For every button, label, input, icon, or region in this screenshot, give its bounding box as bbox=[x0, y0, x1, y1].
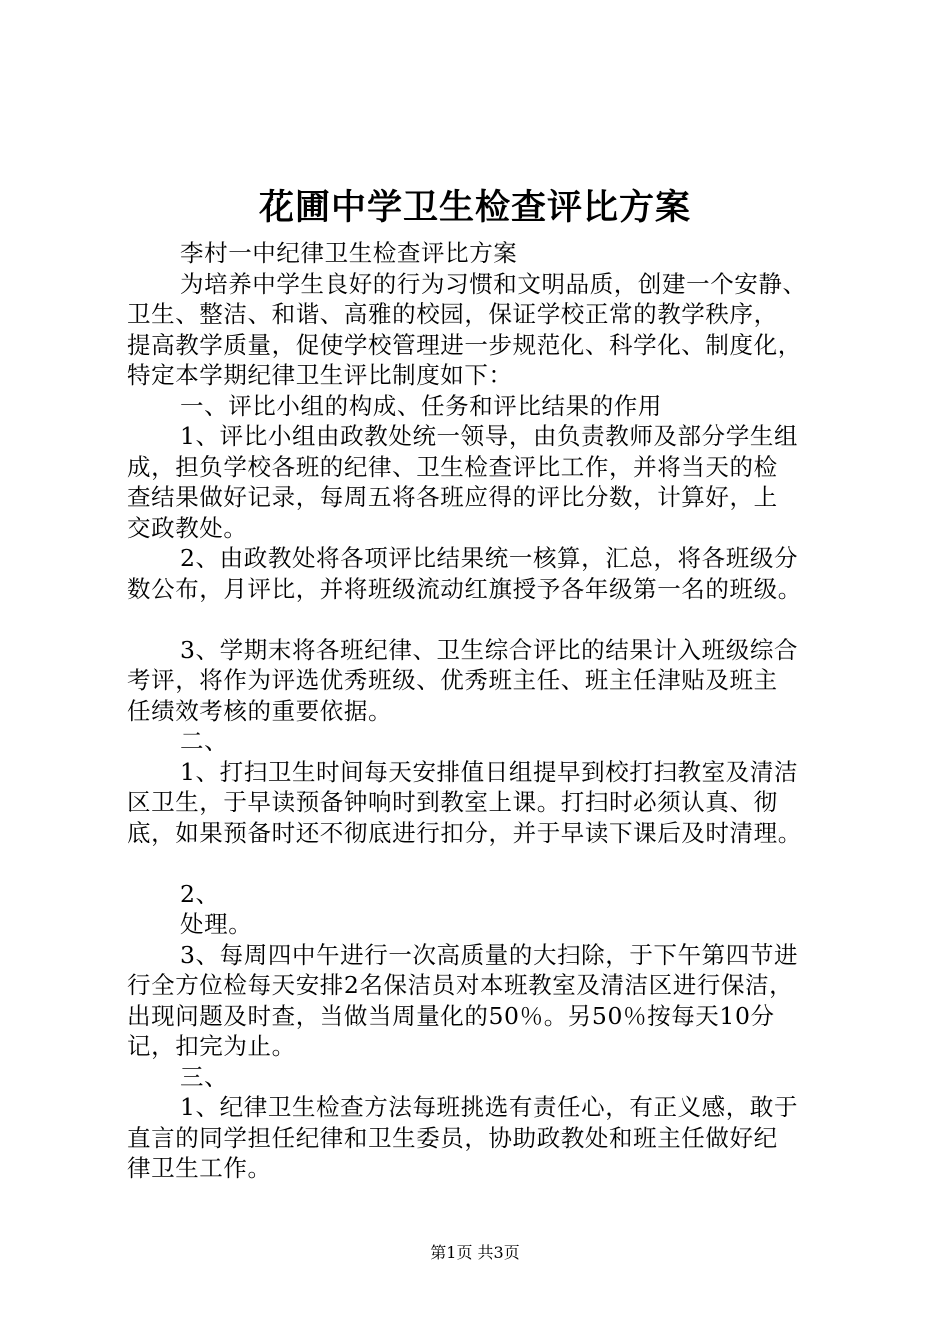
paragraph-line: 处理。 bbox=[180, 910, 253, 938]
paragraph-line: 交政教处。 bbox=[127, 513, 248, 542]
paragraph-line: 直言的同学担任纪律和卫生委员，协助政教处和班主任做好纪 bbox=[127, 1123, 778, 1152]
paragraph-line: 记，扣完为止。 bbox=[127, 1032, 296, 1060]
paragraph-line: 行全方位检每天安排2名保洁员对本班教室及清洁区进行保洁， bbox=[127, 971, 794, 999]
blank-line bbox=[127, 848, 847, 879]
section-heading: 三、 bbox=[180, 1062, 229, 1091]
subtitle-line: 李村一中纪律卫生检查评比方案 bbox=[180, 239, 518, 267]
paragraph-line: 提高教学质量，促使学校管理进一步规范化、科学化、制度化， bbox=[127, 330, 802, 359]
blank-line bbox=[127, 604, 847, 635]
page-footer: 第1页 共3页 bbox=[430, 1243, 520, 1262]
paragraph-line: 区卫生，于早读预备钟响时到教室上课。打扫时必须认真、彻 bbox=[127, 788, 778, 816]
paragraph-line: 数公布，月评比，并将班级流动红旗授予各年级第一名的班级。 bbox=[127, 574, 802, 603]
paragraph-line: 特定本学期纪律卫生评比制度如下： bbox=[127, 361, 513, 389]
paragraph-line: 查结果做好记录，每周五将各班应得的评比分数，计算好，上 bbox=[127, 483, 778, 511]
document-body bbox=[127, 238, 847, 1184]
paragraph-line: 成，担负学校各班的纪律、卫生检查评比工作，并将当天的检 bbox=[127, 452, 778, 481]
paragraph-line: 底，如果预备时还不彻底进行扣分，并于早读下课后及时清理。 bbox=[127, 818, 802, 847]
paragraph-line: 卫生、整洁、和谐、高雅的校园，保证学校正常的教学秩序， bbox=[127, 300, 778, 328]
paragraph-line: 3、学期末将各班纪律、卫生综合评比的结果计入班级综合 bbox=[180, 635, 799, 664]
paragraph-line: 任绩效考核的重要依据。 bbox=[127, 696, 393, 725]
paragraph-line: 1、纪律卫生检查方法每班挑选有责任心，有正义感，敢于 bbox=[180, 1093, 799, 1121]
paragraph-line: 考评，将作为评选优秀班级、优秀班主任、班主任津贴及班主 bbox=[127, 666, 778, 694]
paragraph-line: 2、 bbox=[180, 879, 220, 908]
paragraph-line: 3、每周四中午进行一次高质量的大扫除，于下午第四节进 bbox=[180, 940, 799, 969]
paragraph-line: 为培养中学生良好的行为习惯和文明品质，创建一个安静、 bbox=[180, 269, 807, 298]
paragraph-line: 1、评比小组由政教处统一领导，由负责教师及部分学生组 bbox=[180, 422, 799, 450]
paragraph-line: 律卫生工作。 bbox=[127, 1154, 272, 1182]
paragraph-line: 2、由政教处将各项评比结果统一核算，汇总，将各班级分 bbox=[180, 544, 799, 572]
section-heading: 一、评比小组的构成、任务和评比结果的作用 bbox=[180, 391, 662, 420]
paragraph-line: 出现问题及时查，当做当周量化的50％。另50％按每天10分 bbox=[127, 1001, 775, 1030]
section-heading: 二、 bbox=[180, 727, 229, 755]
page-title: 花圃中学卫生检查评比方案 bbox=[258, 187, 691, 228]
paragraph-line: 1、打扫卫生时间每天安排值日组提早到校打扫教室及清洁 bbox=[180, 757, 799, 786]
